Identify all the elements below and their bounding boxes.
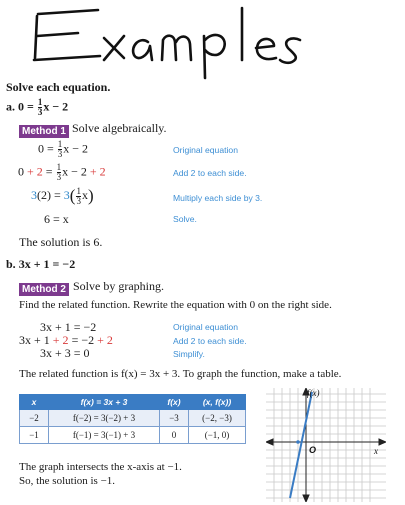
table-cell: −2 bbox=[20, 410, 49, 427]
part-a-label: a. bbox=[6, 99, 15, 114]
instruction: Solve each equation. bbox=[6, 80, 111, 94]
table-cell: f(−2) = 3(−2) + 3 bbox=[49, 410, 160, 427]
origin-label: O bbox=[309, 445, 317, 455]
table-cell: (−2, −3) bbox=[189, 410, 246, 427]
table-cell: (−1, 0) bbox=[189, 427, 246, 444]
table-cell: −1 bbox=[20, 427, 49, 444]
graph-grid bbox=[266, 388, 386, 502]
y-axis-label: f(x) bbox=[307, 388, 320, 398]
b-step-3: 3x + 3 = 0 bbox=[40, 346, 90, 360]
page-title bbox=[0, 0, 405, 80]
a-solution: The solution is 6. bbox=[19, 235, 103, 249]
function-table bbox=[19, 394, 246, 444]
b-related: The related function is f(x) = 3x + 3. To graph the function, make a table. bbox=[19, 368, 342, 380]
a-step-1-note: Original equation bbox=[173, 145, 238, 155]
y-axis-arrow-bottom bbox=[303, 495, 309, 502]
a-step-2-note: Add 2 to each side. bbox=[173, 168, 247, 178]
a-step-3: 3(2) = 3( $\frac{1}{3}$ x) bbox=[31, 185, 94, 206]
x-axis-arrow-left bbox=[266, 439, 273, 445]
method-1-text: Solve algebraically. bbox=[72, 121, 167, 135]
table-row bbox=[20, 427, 246, 444]
b-step-1: 3x + 1 = −2 bbox=[40, 320, 97, 334]
table-cell: f(−1) = 3(−1) + 3 bbox=[49, 427, 160, 444]
b-intro: Find the related function. Rewrite the equation with 0 on the right side. bbox=[19, 299, 332, 311]
method-2-text: Solve by graphing. bbox=[73, 279, 164, 293]
a-step-3-note: Multiply each side by 3. bbox=[173, 193, 263, 203]
table-cell: 0 bbox=[160, 427, 189, 444]
part-a-equation: a. 0 = $\frac{1}{3}$ x − 2 bbox=[6, 97, 69, 117]
a-step-4-note: Solve. bbox=[173, 214, 197, 224]
table-header: f(x) = 3x + 3 bbox=[49, 395, 160, 410]
part-b-equation: b. 3x + 1 = −2 bbox=[6, 257, 76, 271]
b-conclusion-2: So, the solution is −1. bbox=[19, 475, 116, 487]
method-2-badge: Method 2 bbox=[19, 279, 69, 297]
b-step-2: 3x + 1 + 2 = −2 + 2 bbox=[19, 333, 113, 347]
table-row bbox=[20, 410, 246, 427]
b-step-3-note: Simplify. bbox=[173, 349, 205, 359]
b-step-1-note: Original equation bbox=[173, 322, 238, 332]
table-cell: −3 bbox=[160, 410, 189, 427]
table-header: (x, f(x)) bbox=[189, 395, 246, 410]
function-graph bbox=[266, 388, 386, 502]
table-header: f(x) bbox=[160, 395, 189, 410]
x-intercept-point bbox=[296, 440, 300, 444]
a-step-2: 0 + 2 = $\frac{1}{3}$ x − 2 + 2 bbox=[18, 162, 106, 182]
b-step-2-note: Add 2 to each side. bbox=[173, 336, 247, 346]
b-conclusion-1: The graph intersects the x-axis at −1. bbox=[19, 461, 182, 473]
x-axis-label: x bbox=[374, 446, 378, 456]
x-axis-arrow bbox=[379, 439, 386, 445]
method-1-badge: Method 1 bbox=[19, 121, 69, 139]
a-step-4: 6 = x bbox=[44, 212, 69, 226]
a-step-1: 0 = $\frac{1}{3}$ x − 2 bbox=[38, 139, 89, 159]
table-header-row bbox=[20, 395, 246, 410]
table-header: x bbox=[20, 395, 49, 410]
